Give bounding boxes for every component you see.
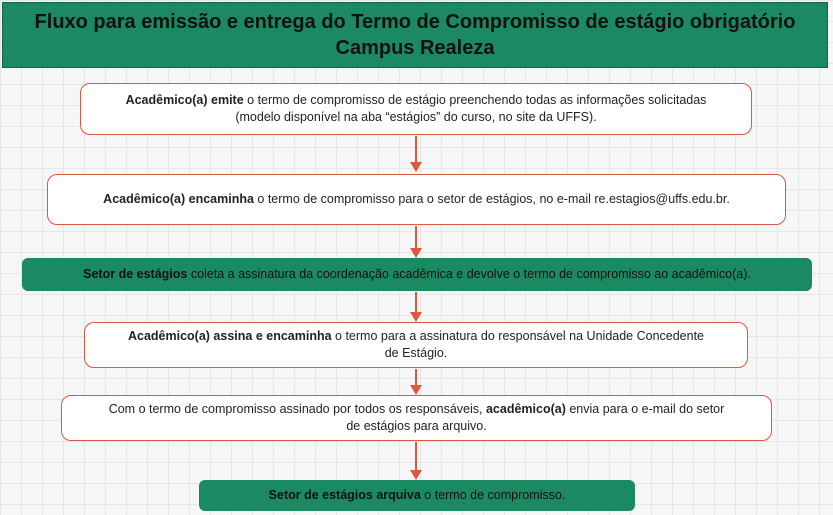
- step-4-bold: Acadêmico(a) assina e encaminha: [127, 329, 332, 343]
- arrow-5: [415, 442, 417, 478]
- step-2-bold: Acadêmico(a) encaminha: [103, 192, 254, 206]
- step-4-box: [84, 322, 748, 368]
- step-3-text: coleta a assinatura da coordenação acadêmica e devolve o termo de compromisso ao acadêmico(a).: [187, 267, 751, 281]
- step-6-bold: Setor de estágios arquiva: [268, 488, 421, 502]
- step-5-box: [61, 395, 772, 441]
- step-1-box: [80, 83, 752, 135]
- step-4-text-line-2: de Estágio.: [384, 346, 448, 360]
- title-line-2: Campus Realeza: [335, 37, 495, 59]
- arrow-1: [415, 136, 417, 170]
- step-5-text: envia para o e-mail do setor: [565, 402, 725, 416]
- arrow-4: [415, 369, 417, 393]
- step-1-bold: Acadêmico(a) emite: [125, 93, 244, 107]
- step-3-box: [22, 258, 812, 291]
- step-6-text: o termo de compromisso.: [420, 488, 566, 502]
- step-5-bold: acadêmico(a): [485, 402, 566, 416]
- diagram-title: [2, 2, 828, 68]
- title-line-1: Fluxo para emissão e entrega do Termo de Compromisso de estágio obrigatório: [34, 11, 796, 33]
- step-3-bold: Setor de estágios: [83, 267, 188, 281]
- step-5-text-line-2: de estágios para arquivo.: [346, 419, 487, 433]
- step-6-box: [199, 480, 635, 511]
- step-5-pre-text: Com o termo de compromisso assinado por todos os responsáveis,: [108, 402, 486, 416]
- arrow-3: [415, 292, 417, 320]
- step-4-text: o termo para a assinatura do responsável na Unidade Concedente: [331, 329, 705, 343]
- step-1-text: o termo de compromisso de estágio preenchendo todas as informações solicitadas: [243, 93, 707, 107]
- step-1-text-line-2: (modelo disponível na aba “estágios” do curso, no site da UFFS).: [235, 110, 597, 124]
- arrow-2: [415, 226, 417, 256]
- step-2-box: [47, 174, 786, 225]
- step-2-text: o termo de compromisso para o setor de estágios, no e-mail re.estagios@uffs.edu.br.: [253, 192, 730, 206]
